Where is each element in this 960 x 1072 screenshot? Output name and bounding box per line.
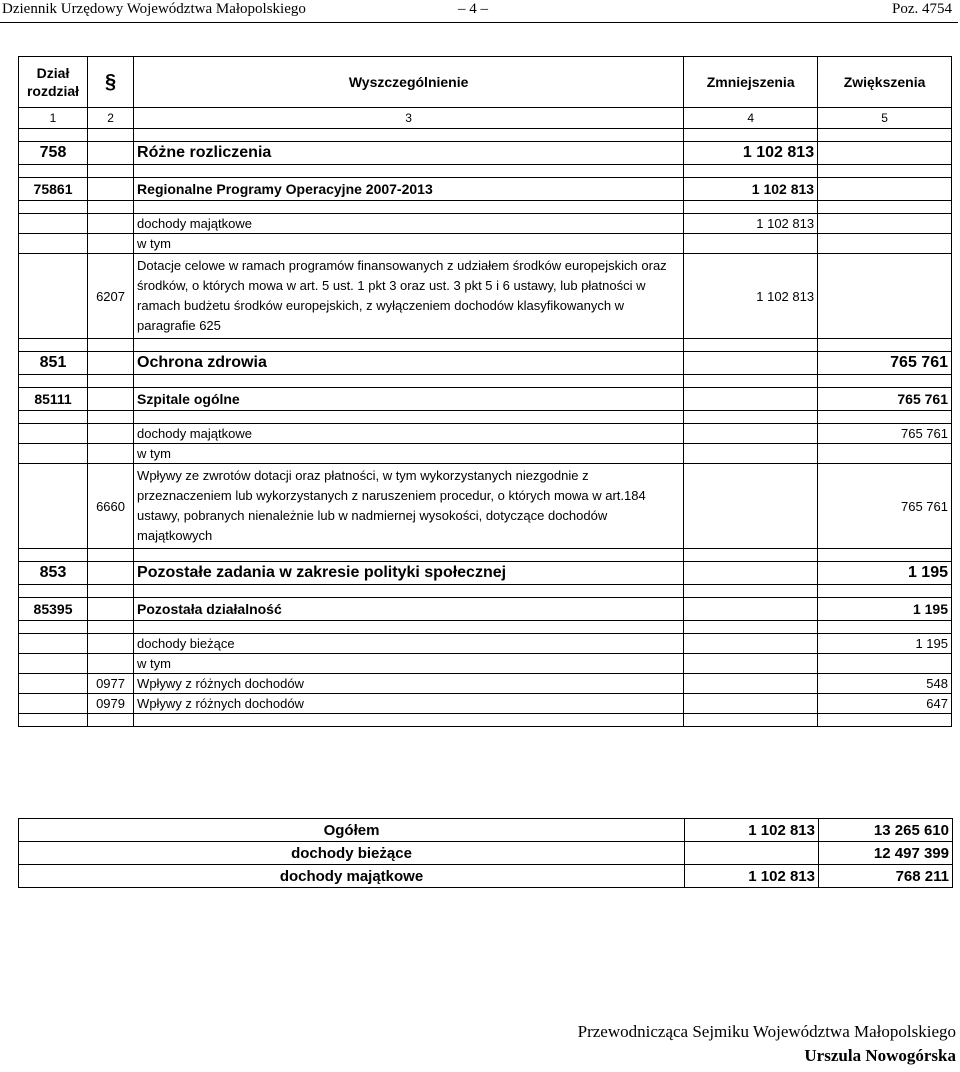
position-number: Poz. 4754 <box>892 1 952 17</box>
zmniejszenia-value <box>684 634 818 654</box>
dzial-code: 853 <box>19 562 88 585</box>
paragraph-description: Wpływy z różnych dochodów <box>134 694 684 714</box>
zmniejszenia-value <box>684 464 818 549</box>
paragraph-code: 6207 <box>88 254 134 339</box>
dzial-row <box>19 142 952 165</box>
zmniejszenia-value <box>685 842 819 865</box>
zmniejszenia-value <box>684 694 818 714</box>
journal-title: Dziennik Urzędowy Województwa Małopolskiego <box>2 1 306 17</box>
zwiekszenia-value <box>818 254 952 339</box>
zwiekszenia-value: 13 265 610 <box>819 819 953 842</box>
total-row <box>19 865 953 888</box>
rozdzial-code: 75861 <box>19 178 88 201</box>
paragraph-description: Wpływy ze zwrotów dotacji oraz płatności, w tym wykorzystanych niezgodnie z przeznaczeniem lub wykorzystanych z naruszeniem procedur, o których mowa w art.184 ustawy, pobranych nienależnie lub w nadmiernej wysokości, dotyczące dochodów majątkowych <box>134 464 684 549</box>
category-row <box>19 214 952 234</box>
zmniejszenia-value <box>684 598 818 621</box>
category-name: dochody majątkowe <box>134 424 684 444</box>
rozdzial-name: Szpitale ogólne <box>134 388 684 411</box>
w-tym-row <box>19 654 952 674</box>
zwiekszenia-value: 1 195 <box>818 562 952 585</box>
col-dzial-rozdzial: Dział rozdział <box>19 57 88 108</box>
col-number: 4 <box>684 108 818 129</box>
zwiekszenia-value: 765 761 <box>818 388 952 411</box>
zwiekszenia-value: 768 211 <box>819 865 953 888</box>
col-wyszczegolnienie: Wyszczególnienie <box>134 57 684 108</box>
paragraph-row <box>19 674 952 694</box>
zmniejszenia-value: 1 102 813 <box>684 142 818 165</box>
signatory-name: Urszula Nowogórska <box>804 1046 956 1065</box>
zmniejszenia-value <box>684 388 818 411</box>
zmniejszenia-value: 1 102 813 <box>684 254 818 339</box>
zmniejszenia-value: 1 102 813 <box>685 865 819 888</box>
total-row <box>19 842 953 865</box>
col-number: 3 <box>134 108 684 129</box>
rozdzial-row <box>19 178 952 201</box>
zwiekszenia-value: 765 761 <box>818 424 952 444</box>
zmniejszenia-value <box>684 352 818 375</box>
zmniejszenia-value <box>684 674 818 694</box>
paragraph-code: 0979 <box>88 694 134 714</box>
rozdzial-name: Regionalne Programy Operacyjne 2007-2013 <box>134 178 684 201</box>
col-zmniejszenia: Zmniejszenia <box>684 57 818 108</box>
table-header-row <box>19 57 952 108</box>
category-row <box>19 634 952 654</box>
col-number: 1 <box>19 108 88 129</box>
zwiekszenia-value: 1 195 <box>818 598 952 621</box>
zwiekszenia-value <box>818 142 952 165</box>
col-paragraph: § <box>88 57 134 108</box>
zwiekszenia-value: 765 761 <box>818 352 952 375</box>
page-number: – 4 – <box>458 1 488 17</box>
dzial-row <box>19 562 952 585</box>
zwiekszenia-value <box>818 178 952 201</box>
paragraph-description: Dotacje celowe w ramach programów finansowanych z udziałem środków europejskich oraz środków, o których mowa w art. 5 ust. 1 pkt 3 oraz ust. 3 pkt 5 i 6 ustawy, lub płatności w ramach budżetu środków europejskich, z wyłączeniem dochodów klasyfikowanych w paragrafie 625 <box>134 254 684 339</box>
paragraph-description: Wpływy z różnych dochodów <box>134 674 684 694</box>
paragraph-code: 6660 <box>88 464 134 549</box>
total-label: dochody majątkowe <box>19 865 685 888</box>
paragraph-row <box>19 694 952 714</box>
w-tym-row <box>19 234 952 254</box>
zwiekszenia-value <box>818 214 952 234</box>
col-number: 5 <box>818 108 952 129</box>
dzial-row <box>19 352 952 375</box>
zmniejszenia-value <box>684 562 818 585</box>
zwiekszenia-value: 548 <box>818 674 952 694</box>
dzial-name: Ochrona zdrowia <box>134 352 684 375</box>
zmniejszenia-value: 1 102 813 <box>684 214 818 234</box>
dzial-code: 851 <box>19 352 88 375</box>
rozdzial-row <box>19 598 952 621</box>
total-label: Ogółem <box>19 819 685 842</box>
zmniejszenia-value: 1 102 813 <box>685 819 819 842</box>
rozdzial-code: 85395 <box>19 598 88 621</box>
category-row <box>19 424 952 444</box>
category-name: dochody majątkowe <box>134 214 684 234</box>
total-label: dochody bieżące <box>19 842 685 865</box>
signatory-title: Przewodnicząca Sejmiku Województwa Małopolskiego <box>577 1022 956 1041</box>
total-row <box>19 819 953 842</box>
rozdzial-code: 85111 <box>19 388 88 411</box>
zwiekszenia-value: 765 761 <box>818 464 952 549</box>
zwiekszenia-value: 647 <box>818 694 952 714</box>
zwiekszenia-value: 1 195 <box>818 634 952 654</box>
w-tym-row <box>19 444 952 464</box>
budget-table <box>18 56 952 727</box>
zmniejszenia-value: 1 102 813 <box>684 178 818 201</box>
dzial-name: Pozostałe zadania w zakresie polityki społecznej <box>134 562 684 585</box>
page-header <box>0 0 958 23</box>
category-name: dochody bieżące <box>134 634 684 654</box>
w-tym-label: w tym <box>134 654 684 674</box>
rozdzial-name: Pozostała działalność <box>134 598 684 621</box>
paragraph-row <box>19 464 952 549</box>
zwiekszenia-value: 12 497 399 <box>819 842 953 865</box>
totals-table <box>18 818 953 888</box>
paragraph-code: 0977 <box>88 674 134 694</box>
dzial-name: Różne rozliczenia <box>134 142 684 165</box>
rozdzial-row <box>19 388 952 411</box>
col-number: 2 <box>88 108 134 129</box>
dzial-code: 758 <box>19 142 88 165</box>
w-tym-label: w tym <box>134 444 684 464</box>
w-tym-label: w tym <box>134 234 684 254</box>
col-zwiekszenia: Zwiększenia <box>818 57 952 108</box>
zmniejszenia-value <box>684 424 818 444</box>
column-numbers-row <box>19 108 952 129</box>
paragraph-row <box>19 254 952 339</box>
